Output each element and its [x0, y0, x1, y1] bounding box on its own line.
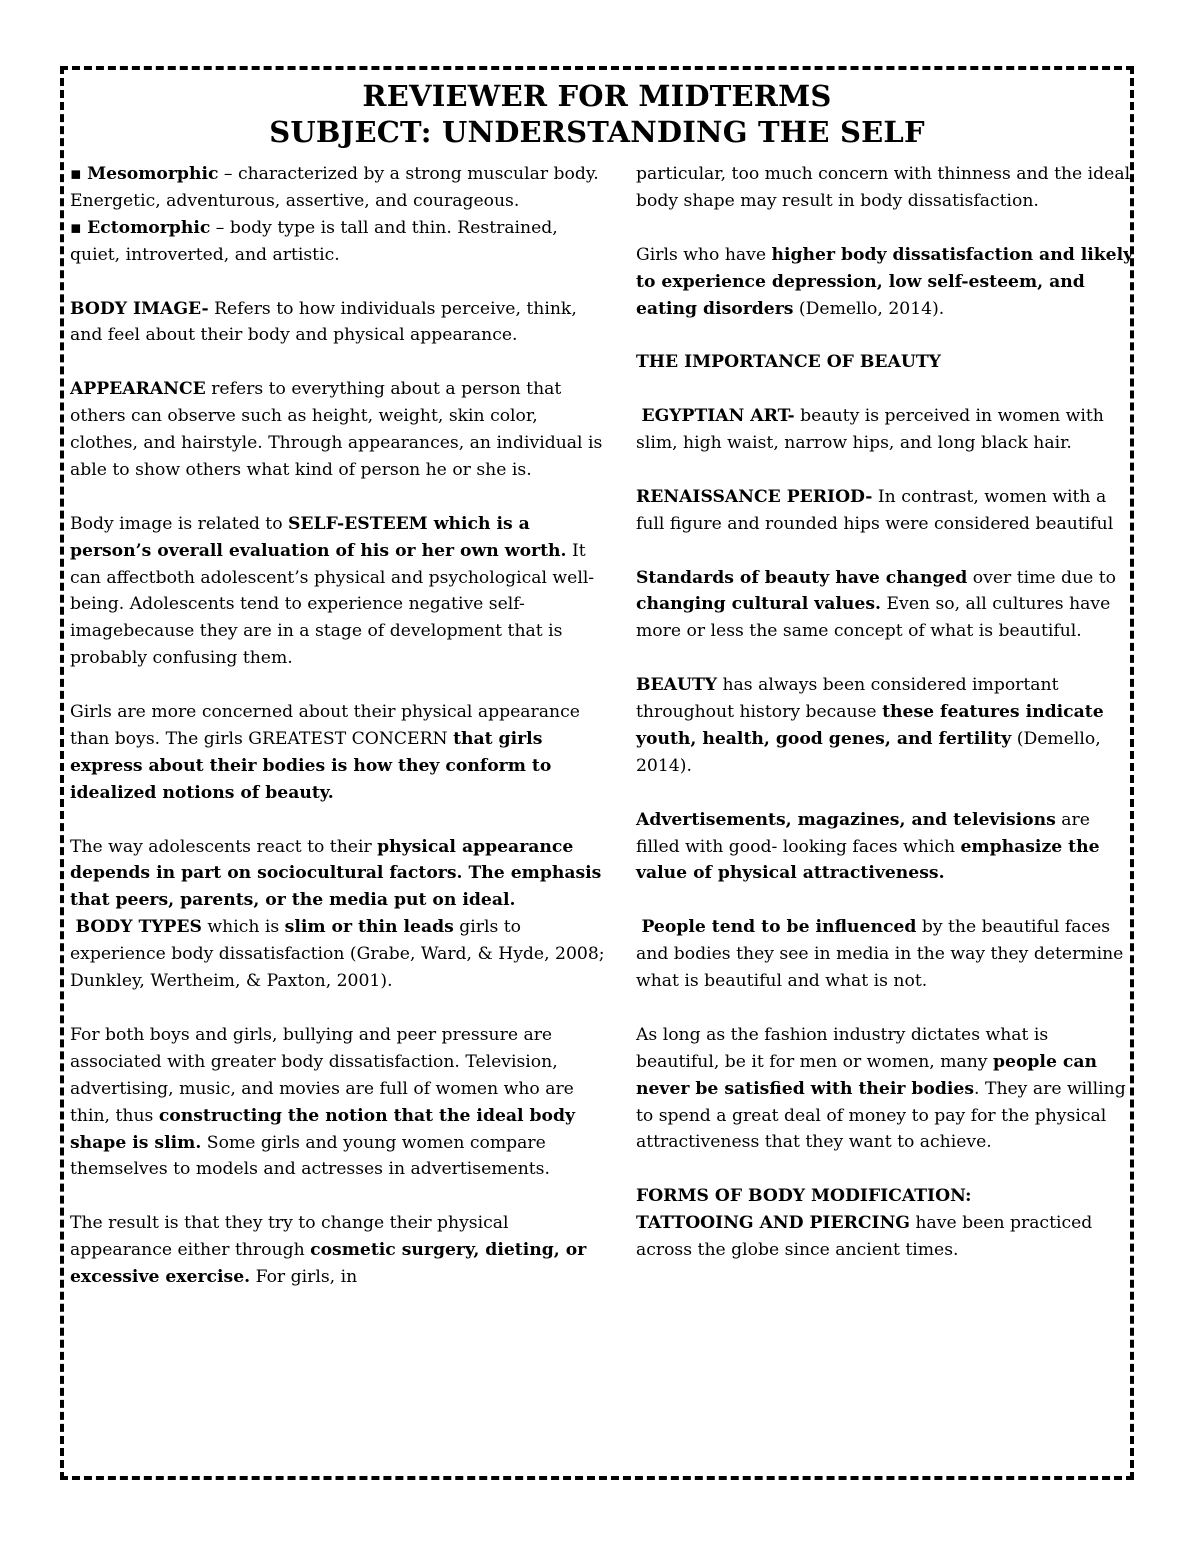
advertisements-emphasis: emphasize the value of physical attractiveness. — [636, 836, 1100, 884]
adolescent-reaction-emphasis: physical appearance depends in part on sociocultural factors. The emphasis that peers, parents, or the media put on ideal. — [70, 836, 602, 911]
self-esteem-text: It can affectboth adolescent’s physical and psychological well-being. Adolescents tend to experience negative self-imagebecause they are in a stage of development that is probably confusing them. — [70, 540, 595, 669]
renaissance-paragraph — [636, 484, 1136, 538]
girls-concern-emphasis: that girls express about their bodies is how they conform to idealized notions of beauty. — [70, 728, 552, 803]
body-types-connector: which is — [201, 917, 285, 938]
appearance-text: refers to everything about a person that others can observe such as height, weight, skin color, clothes, and hairstyle. Through appearances, an individual is able to show others what kind of person he or she is. — [70, 379, 603, 480]
self-esteem-paragraph — [70, 511, 610, 672]
beauty-text: has always been considered important throughout history because — [636, 675, 1059, 723]
document-title — [64, 78, 1130, 150]
left-column — [70, 161, 610, 1291]
standards-text: Even so, all cultures have more or less the same concept of what is beautiful. — [636, 594, 1111, 642]
influence-emphasis: People tend to be influenced — [641, 917, 917, 938]
dissatisfaction-emphasis: higher body dissatisfaction and likely to experience depression, low self-esteem, and eating disorders — [636, 244, 1134, 319]
forms-heading-text: FORMS OF BODY MODIFICATION: — [636, 1186, 972, 1207]
mesomorphic-text: – characterized by a strong muscular body. Energetic, adventurous, assertive, and courageous. — [70, 164, 599, 211]
adolescent-reaction-intro: The way adolescents react to their — [70, 836, 378, 857]
result-paragraph — [70, 1210, 610, 1291]
fashion-paragraph — [636, 1022, 1136, 1157]
bullying-paragraph — [70, 1022, 610, 1183]
body-types-text: girls to experience body dissatisfaction (Grabe, Ward, & Hyde, 2008; Dunkley, Wertheim, & Paxton, 2001). — [70, 917, 605, 992]
body-types-term: BODY TYPES — [75, 917, 202, 938]
self-esteem-intro: Body image is related to — [70, 513, 289, 534]
bullet-icon: ▪ — [70, 217, 88, 238]
bullet-icon: ▪ — [70, 164, 88, 184]
standards-paragraph — [636, 565, 1136, 646]
girls-concern-paragraph — [70, 699, 610, 807]
ectomorphic-text: – body type is tall and thin. Restrained, quiet, introverted, and artistic. — [70, 217, 558, 265]
cultural-values-emphasis: changing cultural values. — [636, 594, 882, 615]
importance-heading — [636, 349, 1136, 376]
standards-emphasis: Standards of beauty have changed — [636, 567, 968, 588]
forms-heading — [636, 1183, 1136, 1210]
beauty-paragraph — [636, 672, 1136, 780]
egyptian-art-text: beauty is perceived in women with slim, high waist, narrow hips, and long black hair. — [636, 406, 1104, 454]
fashion-text: . They are willing to spend a great deal of money to pay for the physical attractiveness that they want to achieve. — [636, 1078, 1126, 1153]
influence-paragraph — [636, 914, 1136, 995]
body-types-paragraph — [70, 914, 610, 995]
beauty-term: BEAUTY — [636, 675, 718, 696]
fashion-intro: As long as the fashion industry dictates what is beautiful, be it for men or women, many — [636, 1024, 1049, 1072]
mesomorphic-term: Mesomorphic — [87, 164, 219, 184]
title-line-2: SUBJECT: UNDERSTANDING THE SELF — [269, 115, 925, 149]
egyptian-art-paragraph — [636, 403, 1136, 457]
renaissance-term: RENAISSANCE PERIOD- — [636, 486, 873, 507]
mesomorphic-item — [70, 161, 610, 215]
body-image-paragraph — [70, 296, 610, 350]
fashion-emphasis: people can never be satisfied with their bodies — [636, 1051, 1097, 1099]
adolescent-reaction-paragraph — [70, 834, 610, 915]
girls-concern-intro: Girls are more concerned about their physical appearance than boys. The girls GREATEST CONCERN — [70, 702, 580, 749]
dissatisfaction-paragraph — [636, 242, 1136, 323]
result-text: For girls, in — [250, 1267, 358, 1288]
dissatisfaction-citation: (Demello, 2014). — [793, 298, 945, 319]
ectomorphic-item — [70, 215, 610, 269]
tattoo-term: TATTOOING AND PIERCING — [636, 1213, 910, 1234]
standards-connector: over time due to — [967, 567, 1116, 588]
bullying-text: Some girls and young women compare themselves to models and actresses in advertisements. — [70, 1132, 550, 1180]
egyptian-art-term: EGYPTIAN ART- — [641, 406, 795, 427]
influence-text: by the beautiful faces and bodies they see in media in the way they determine what is beautiful and what is not. — [636, 917, 1124, 992]
continued-paragraph: particular, too much concern with thinness and the ideal body shape may result in body dissatisfaction. — [636, 164, 1131, 211]
advertisements-term: Advertisements, magazines, and televisions — [636, 809, 1056, 830]
result-emphasis: cosmetic surgery, dieting, or excessive exercise. — [70, 1240, 587, 1288]
tattoo-paragraph — [636, 1210, 1136, 1264]
appearance-term: APPEARANCE — [70, 379, 206, 400]
beauty-citation: (Demello, 2014). — [636, 728, 1101, 776]
right-column — [636, 161, 1136, 1264]
appearance-paragraph — [70, 376, 610, 484]
body-image-term: BODY IMAGE- — [70, 298, 209, 319]
self-esteem-definition: SELF-ESTEEM which is a person’s overall evaluation of his or her own worth. — [70, 513, 567, 561]
advertisements-text: are filled with good- looking faces which — [636, 809, 1090, 857]
tattoo-text: have been practiced across the globe since ancient times. — [636, 1213, 1093, 1261]
body-types-emphasis: slim or thin leads — [284, 917, 454, 938]
renaissance-text: In contrast, women with a full figure and rounded hips were considered beautiful — [636, 486, 1114, 534]
title-line-1: REVIEWER FOR MIDTERMS — [362, 79, 832, 113]
bullying-intro: For both boys and girls, bullying and peer pressure are associated with greater body dissatisfaction. Television, advertising, music, and movies are full of women who are thin, thus — [70, 1024, 574, 1126]
beauty-emphasis: these features indicate youth, health, good genes, and fertility — [636, 702, 1104, 749]
dissatisfaction-intro: Girls who have — [636, 244, 772, 265]
importance-heading-text: THE IMPORTANCE OF BEAUTY — [636, 352, 941, 373]
body-image-text: Refers to how individuals perceive, think, and feel about their body and physical appearance. — [70, 298, 577, 346]
bullying-emphasis: constructing the notion that the ideal body shape is slim. — [70, 1105, 576, 1153]
ectomorphic-term: Ectomorphic — [87, 217, 211, 238]
advertisements-paragraph — [636, 807, 1136, 888]
result-intro: The result is that they try to change their physical appearance either through — [70, 1213, 509, 1261]
